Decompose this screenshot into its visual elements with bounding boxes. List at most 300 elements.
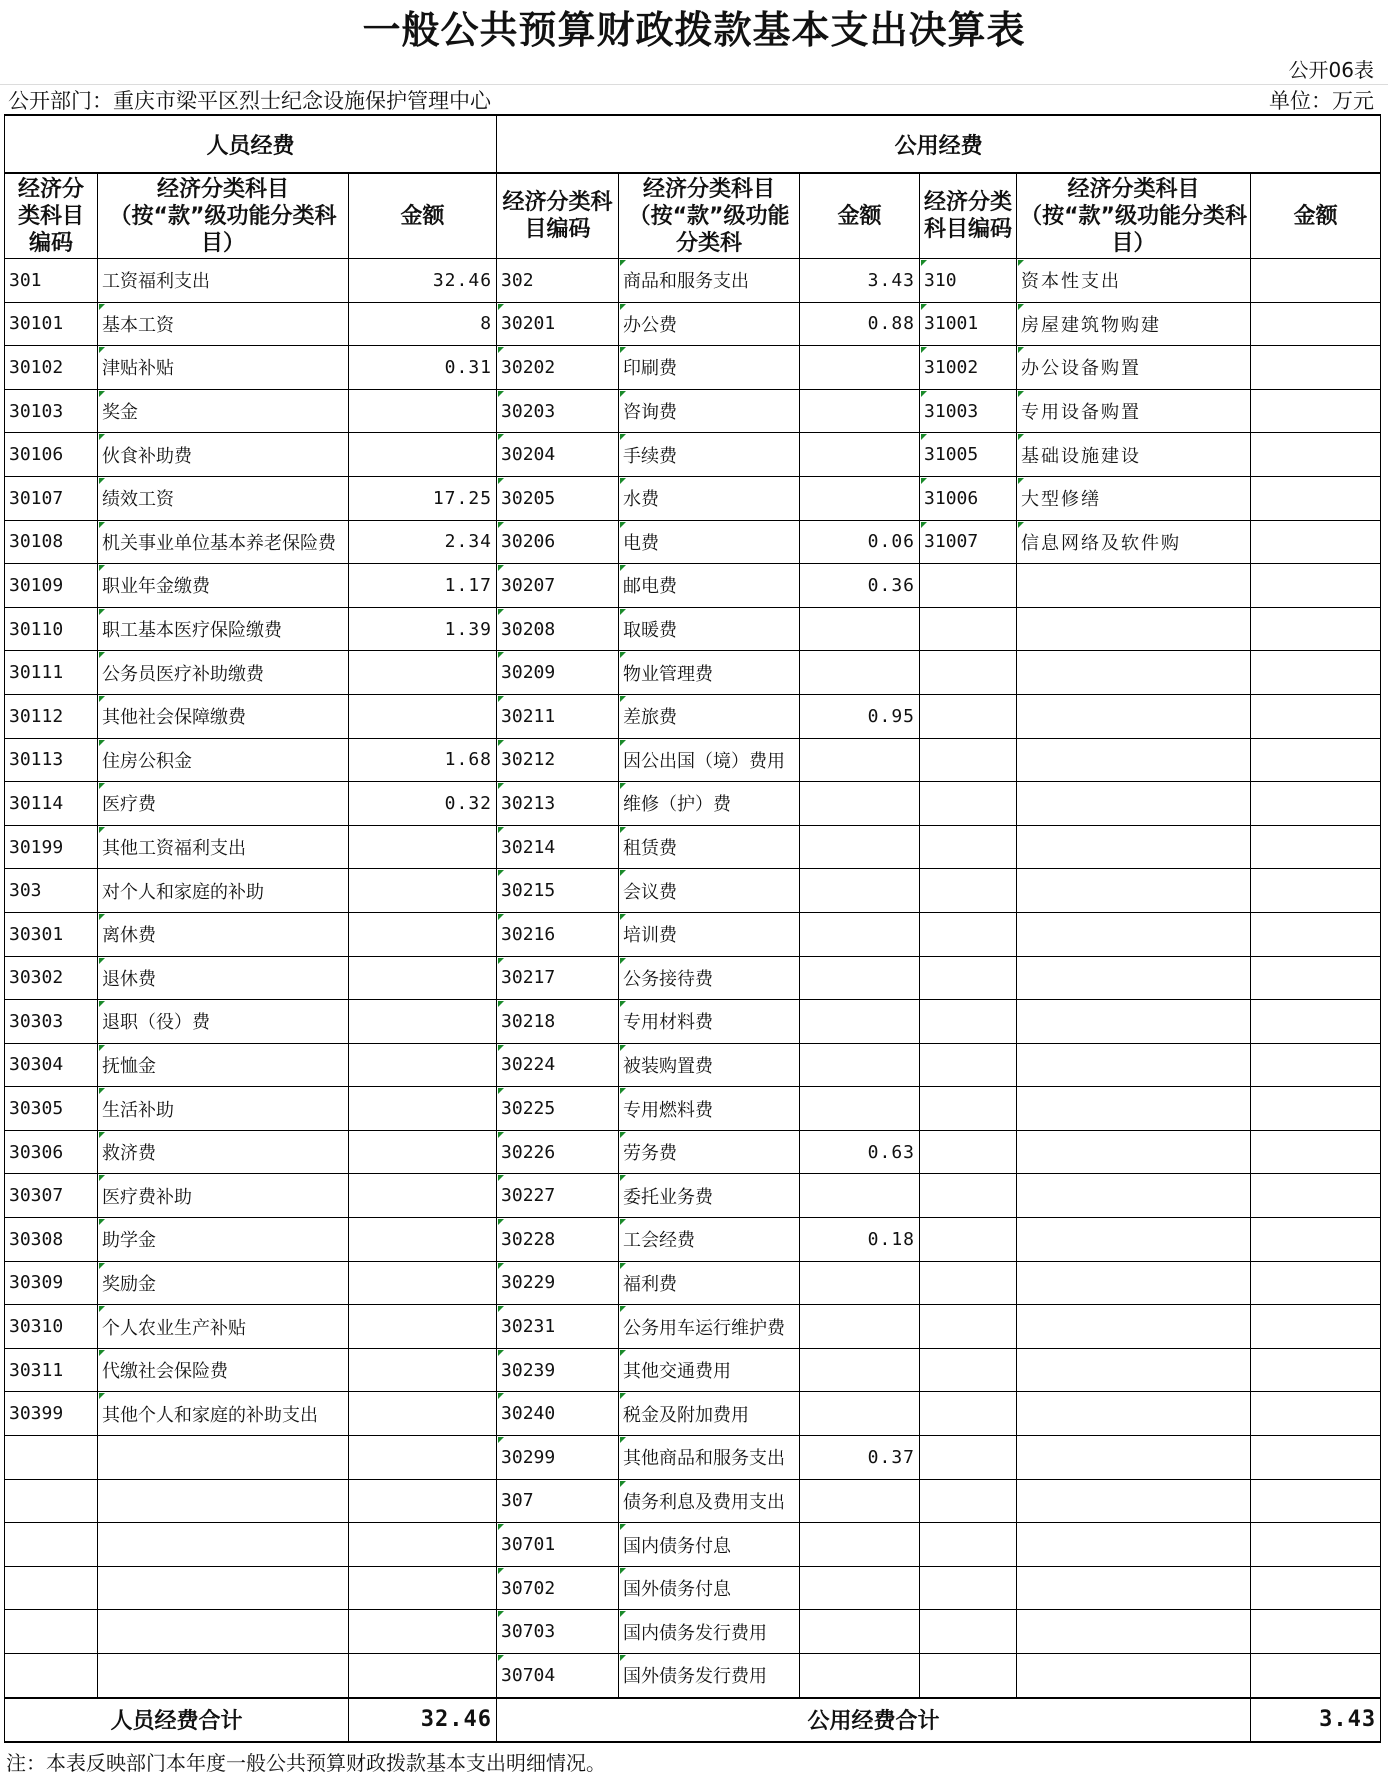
item-name-1: 退休费 [98, 956, 349, 1000]
item-name-2: 维修（护）费 [619, 782, 800, 826]
code-1: 30107 [5, 476, 98, 520]
item-name-2: 专用燃料费 [619, 1087, 800, 1131]
table-row [5, 1305, 1381, 1349]
code-3 [920, 869, 1017, 913]
table-row [5, 1218, 1381, 1262]
code-2: 30239 [497, 1348, 619, 1392]
code-1: 30103 [5, 389, 98, 433]
item-name-3: 办公设备购置 [1017, 346, 1251, 390]
amount-1 [349, 1610, 497, 1654]
amount-3 [1251, 564, 1381, 608]
item-name-2: 国外债务发行费用 [619, 1654, 800, 1698]
amount-2 [800, 346, 920, 390]
amount-3 [1251, 1523, 1381, 1567]
amount-1 [349, 433, 497, 477]
code-1: 30102 [5, 346, 98, 390]
code-2: 30701 [497, 1523, 619, 1567]
amount-3 [1251, 1000, 1381, 1044]
table-row [5, 1000, 1381, 1044]
table-row [5, 651, 1381, 695]
amount-2 [800, 651, 920, 695]
item-name-3: 房屋建筑物购建 [1017, 302, 1251, 346]
code-3 [920, 1130, 1017, 1174]
code-1: 30301 [5, 912, 98, 956]
table-row [5, 433, 1381, 477]
item-name-2: 债务利息及费用支出 [619, 1479, 800, 1523]
code-2: 30703 [497, 1610, 619, 1654]
amount-3 [1251, 433, 1381, 477]
item-name-2: 咨询费 [619, 389, 800, 433]
header-name-2: 经济分类科目（按“款”级功能分类科 [619, 173, 800, 259]
item-name-1 [98, 1654, 349, 1698]
header-code-3: 经济分类科目编码 [920, 173, 1017, 259]
amount-1: 32.46 [349, 259, 497, 303]
item-name-2: 国内债务付息 [619, 1523, 800, 1567]
code-1: 30311 [5, 1348, 98, 1392]
table-row [5, 825, 1381, 869]
amount-2 [800, 1566, 920, 1610]
item-name-1 [98, 1479, 349, 1523]
item-name-3 [1017, 956, 1251, 1000]
code-3: 310 [920, 259, 1017, 303]
public-total-label: 公用经费合计 [497, 1698, 1251, 1742]
table-row [5, 1523, 1381, 1567]
code-1: 30114 [5, 782, 98, 826]
amount-1 [349, 956, 497, 1000]
item-name-3: 大型修缮 [1017, 476, 1251, 520]
amount-3 [1251, 259, 1381, 303]
table-row [5, 956, 1381, 1000]
amount-1 [349, 1087, 497, 1131]
table-row [5, 694, 1381, 738]
item-name-2: 水费 [619, 476, 800, 520]
amount-2 [800, 869, 920, 913]
code-3: 31006 [920, 476, 1017, 520]
item-name-2: 取暖费 [619, 607, 800, 651]
amount-2 [800, 1654, 920, 1698]
amount-2: 0.95 [800, 694, 920, 738]
code-2: 30203 [497, 389, 619, 433]
divider [0, 84, 1388, 85]
code-1: 30309 [5, 1261, 98, 1305]
amount-3 [1251, 651, 1381, 695]
code-2: 30702 [497, 1566, 619, 1610]
code-1: 30106 [5, 433, 98, 477]
code-3 [920, 651, 1017, 695]
code-2: 30224 [497, 1043, 619, 1087]
item-name-3 [1017, 1610, 1251, 1654]
table-row [5, 1610, 1381, 1654]
code-3 [920, 1523, 1017, 1567]
code-1 [5, 1436, 98, 1480]
item-name-2: 委托业务费 [619, 1174, 800, 1218]
code-3: 31002 [920, 346, 1017, 390]
amount-1 [349, 1305, 497, 1349]
item-name-2: 工会经费 [619, 1218, 800, 1262]
amount-2 [800, 1392, 920, 1436]
amount-1: 17.25 [349, 476, 497, 520]
code-2: 30209 [497, 651, 619, 695]
header-code-2: 经济分类科目编码 [497, 173, 619, 259]
code-1: 30399 [5, 1392, 98, 1436]
personnel-total-label: 人员经费合计 [5, 1698, 349, 1742]
item-name-3 [1017, 1523, 1251, 1567]
item-name-2: 税金及附加费用 [619, 1392, 800, 1436]
header-name-3: 经济分类科目（按“款”级功能分类科目） [1017, 173, 1251, 259]
code-2: 30225 [497, 1087, 619, 1131]
amount-1: 1.17 [349, 564, 497, 608]
amount-2 [800, 1305, 920, 1349]
item-name-1: 绩效工资 [98, 476, 349, 520]
code-1 [5, 1566, 98, 1610]
code-3 [920, 1348, 1017, 1392]
code-2: 30202 [497, 346, 619, 390]
amount-2 [800, 1348, 920, 1392]
amount-2 [800, 476, 920, 520]
item-name-3 [1017, 1305, 1251, 1349]
amount-3 [1251, 1130, 1381, 1174]
code-2: 30217 [497, 956, 619, 1000]
item-name-3 [1017, 738, 1251, 782]
item-name-1: 基本工资 [98, 302, 349, 346]
amount-1 [349, 1436, 497, 1480]
amount-3 [1251, 1087, 1381, 1131]
code-3 [920, 1305, 1017, 1349]
table-row [5, 1087, 1381, 1131]
amount-2 [800, 1087, 920, 1131]
amount-1: 2.34 [349, 520, 497, 564]
code-3 [920, 956, 1017, 1000]
amount-1: 0.32 [349, 782, 497, 826]
item-name-1: 津贴补贴 [98, 346, 349, 390]
amount-3 [1251, 1436, 1381, 1480]
amount-1 [349, 1218, 497, 1262]
page-title: 一般公共预算财政拨款基本支出决算表 [362, 7, 1026, 52]
code-2: 30214 [497, 825, 619, 869]
code-2: 302 [497, 259, 619, 303]
table-row [5, 520, 1381, 564]
code-2: 30228 [497, 1218, 619, 1262]
code-2: 30207 [497, 564, 619, 608]
item-name-3 [1017, 1043, 1251, 1087]
code-1: 30108 [5, 520, 98, 564]
code-2: 30299 [497, 1436, 619, 1480]
amount-2: 0.37 [800, 1436, 920, 1480]
item-name-3 [1017, 1479, 1251, 1523]
code-1 [5, 1610, 98, 1654]
code-2: 30227 [497, 1174, 619, 1218]
item-name-2: 商品和服务支出 [619, 259, 800, 303]
code-1: 30111 [5, 651, 98, 695]
table-row [5, 1174, 1381, 1218]
item-name-3 [1017, 694, 1251, 738]
amount-2 [800, 1479, 920, 1523]
code-1: 30112 [5, 694, 98, 738]
code-3 [920, 1000, 1017, 1044]
amount-2 [800, 825, 920, 869]
table-row [5, 389, 1381, 433]
item-name-3: 信息网络及软件购 [1017, 520, 1251, 564]
item-name-2: 印刷费 [619, 346, 800, 390]
amount-2 [800, 1523, 920, 1567]
code-1: 30110 [5, 607, 98, 651]
item-name-2: 劳务费 [619, 1130, 800, 1174]
amount-1 [349, 651, 497, 695]
item-name-3 [1017, 825, 1251, 869]
amount-1: 1.39 [349, 607, 497, 651]
amount-3 [1251, 825, 1381, 869]
code-3 [920, 1436, 1017, 1480]
amount-3 [1251, 1392, 1381, 1436]
code-2: 307 [497, 1479, 619, 1523]
item-name-1: 个人农业生产补贴 [98, 1305, 349, 1349]
item-name-2: 电费 [619, 520, 800, 564]
table-row [5, 869, 1381, 913]
amount-1 [349, 389, 497, 433]
amount-2 [800, 1043, 920, 1087]
code-2: 30704 [497, 1654, 619, 1698]
code-1: 30306 [5, 1130, 98, 1174]
column-header-row [5, 173, 1381, 259]
item-name-2: 福利费 [619, 1261, 800, 1305]
code-2: 30212 [497, 738, 619, 782]
amount-3 [1251, 1348, 1381, 1392]
item-name-2: 差旅费 [619, 694, 800, 738]
code-1: 30302 [5, 956, 98, 1000]
amount-2: 0.63 [800, 1130, 920, 1174]
amount-2 [800, 956, 920, 1000]
code-2: 30201 [497, 302, 619, 346]
item-name-1: 其他工资福利支出 [98, 825, 349, 869]
code-2: 30240 [497, 1392, 619, 1436]
amount-2 [800, 1261, 920, 1305]
code-1 [5, 1479, 98, 1523]
code-2: 30229 [497, 1261, 619, 1305]
amount-1 [349, 1130, 497, 1174]
group-personnel: 人员经费 [5, 115, 497, 173]
amount-2: 3.43 [800, 259, 920, 303]
item-name-2: 手续费 [619, 433, 800, 477]
item-name-3 [1017, 1087, 1251, 1131]
amount-2: 0.06 [800, 520, 920, 564]
code-1 [5, 1654, 98, 1698]
amount-3 [1251, 1610, 1381, 1654]
item-name-3: 资本性支出 [1017, 259, 1251, 303]
item-name-1 [98, 1610, 349, 1654]
code-1: 30101 [5, 302, 98, 346]
code-3 [920, 1654, 1017, 1698]
code-1: 30310 [5, 1305, 98, 1349]
amount-2 [800, 607, 920, 651]
code-3 [920, 1218, 1017, 1262]
amount-3 [1251, 694, 1381, 738]
table-note: 注：本表反映部门本年度一般公共预算财政拨款基本支出明细情况。 [6, 1751, 606, 1775]
item-name-3 [1017, 1130, 1251, 1174]
amount-1 [349, 1043, 497, 1087]
amount-1 [349, 912, 497, 956]
code-2: 30204 [497, 433, 619, 477]
group-public: 公用经费 [497, 115, 1381, 173]
table-row [5, 738, 1381, 782]
item-name-2: 会议费 [619, 869, 800, 913]
code-2: 30206 [497, 520, 619, 564]
amount-1 [349, 1174, 497, 1218]
table-row [5, 346, 1381, 390]
item-name-2: 公务接待费 [619, 956, 800, 1000]
form-number: 公开06表 [1288, 58, 1374, 82]
code-2: 30208 [497, 607, 619, 651]
amount-1 [349, 1654, 497, 1698]
item-name-3 [1017, 1174, 1251, 1218]
item-name-1: 离休费 [98, 912, 349, 956]
amount-1 [349, 825, 497, 869]
item-name-2: 专用材料费 [619, 1000, 800, 1044]
code-2: 30226 [497, 1130, 619, 1174]
amount-1 [349, 869, 497, 913]
amount-2 [800, 912, 920, 956]
item-name-1: 抚恤金 [98, 1043, 349, 1087]
amount-3 [1251, 302, 1381, 346]
code-3 [920, 1087, 1017, 1131]
public-total-amount: 3.43 [1251, 1698, 1381, 1742]
item-name-1 [98, 1523, 349, 1567]
item-name-1: 助学金 [98, 1218, 349, 1262]
table-row [5, 782, 1381, 826]
item-name-1: 公务员医疗补助缴费 [98, 651, 349, 695]
amount-3 [1251, 607, 1381, 651]
amount-1 [349, 1348, 497, 1392]
group-header-row [5, 115, 1381, 173]
amount-3 [1251, 1218, 1381, 1262]
item-name-2: 培训费 [619, 912, 800, 956]
code-2: 30215 [497, 869, 619, 913]
item-name-2: 物业管理费 [619, 651, 800, 695]
item-name-3 [1017, 1392, 1251, 1436]
code-2: 30231 [497, 1305, 619, 1349]
item-name-3 [1017, 869, 1251, 913]
table-row [5, 1261, 1381, 1305]
code-3 [920, 1479, 1017, 1523]
header-amount-2: 金额 [800, 173, 920, 259]
table-row [5, 1566, 1381, 1610]
code-3 [920, 1261, 1017, 1305]
item-name-1: 奖金 [98, 389, 349, 433]
amount-3 [1251, 476, 1381, 520]
amount-2: 0.88 [800, 302, 920, 346]
code-1: 30113 [5, 738, 98, 782]
table-row [5, 564, 1381, 608]
amount-2: 0.18 [800, 1218, 920, 1262]
code-3 [920, 912, 1017, 956]
table-row [5, 476, 1381, 520]
amount-3 [1251, 520, 1381, 564]
item-name-1 [98, 1566, 349, 1610]
code-2: 30218 [497, 1000, 619, 1044]
item-name-3 [1017, 1000, 1251, 1044]
code-3 [920, 825, 1017, 869]
table-row [5, 1043, 1381, 1087]
amount-3 [1251, 869, 1381, 913]
item-name-2: 国外债务付息 [619, 1566, 800, 1610]
item-name-2: 公务用车运行维护费 [619, 1305, 800, 1349]
item-name-1: 救济费 [98, 1130, 349, 1174]
item-name-2: 办公费 [619, 302, 800, 346]
amount-1 [349, 1523, 497, 1567]
amount-2 [800, 738, 920, 782]
item-name-2: 因公出国（境）费用 [619, 738, 800, 782]
amount-1 [349, 1479, 497, 1523]
amount-3 [1251, 1261, 1381, 1305]
amount-2 [800, 1174, 920, 1218]
amount-3 [1251, 956, 1381, 1000]
amount-3 [1251, 346, 1381, 390]
item-name-1: 机关事业单位基本养老保险费 [98, 520, 349, 564]
code-3 [920, 738, 1017, 782]
amount-1 [349, 1000, 497, 1044]
code-1: 301 [5, 259, 98, 303]
item-name-1: 其他个人和家庭的补助支出 [98, 1392, 349, 1436]
amount-2 [800, 1000, 920, 1044]
code-3 [920, 694, 1017, 738]
code-1: 30199 [5, 825, 98, 869]
amount-3 [1251, 1174, 1381, 1218]
expenditure-table [4, 114, 1381, 1743]
item-name-3: 基础设施建设 [1017, 433, 1251, 477]
amount-3 [1251, 1566, 1381, 1610]
table-row [5, 302, 1381, 346]
code-3 [920, 1566, 1017, 1610]
amount-2: 0.36 [800, 564, 920, 608]
item-name-1: 代缴社会保险费 [98, 1348, 349, 1392]
amount-3 [1251, 1479, 1381, 1523]
amount-3 [1251, 1305, 1381, 1349]
item-name-3 [1017, 651, 1251, 695]
amount-1 [349, 1392, 497, 1436]
code-1: 303 [5, 869, 98, 913]
table-row [5, 912, 1381, 956]
code-3: 31005 [920, 433, 1017, 477]
item-name-1: 对个人和家庭的补助 [98, 869, 349, 913]
item-name-3 [1017, 564, 1251, 608]
amount-2 [800, 782, 920, 826]
item-name-3 [1017, 1261, 1251, 1305]
amount-3 [1251, 389, 1381, 433]
code-3 [920, 564, 1017, 608]
amount-3 [1251, 782, 1381, 826]
item-name-3: 专用设备购置 [1017, 389, 1251, 433]
header-amount-3: 金额 [1251, 173, 1381, 259]
amount-3 [1251, 1043, 1381, 1087]
code-1: 30304 [5, 1043, 98, 1087]
item-name-1: 其他社会保障缴费 [98, 694, 349, 738]
item-name-3 [1017, 1566, 1251, 1610]
amount-3 [1251, 738, 1381, 782]
table-row [5, 1348, 1381, 1392]
table-row [5, 1130, 1381, 1174]
code-2: 30211 [497, 694, 619, 738]
amount-2 [800, 433, 920, 477]
table-row [5, 1392, 1381, 1436]
amount-1 [349, 694, 497, 738]
code-1 [5, 1523, 98, 1567]
amount-1: 0.31 [349, 346, 497, 390]
code-1: 30303 [5, 1000, 98, 1044]
code-3 [920, 1392, 1017, 1436]
amount-1: 8 [349, 302, 497, 346]
item-name-1: 伙食补助费 [98, 433, 349, 477]
header-amount-1: 金额 [349, 173, 497, 259]
code-3 [920, 607, 1017, 651]
